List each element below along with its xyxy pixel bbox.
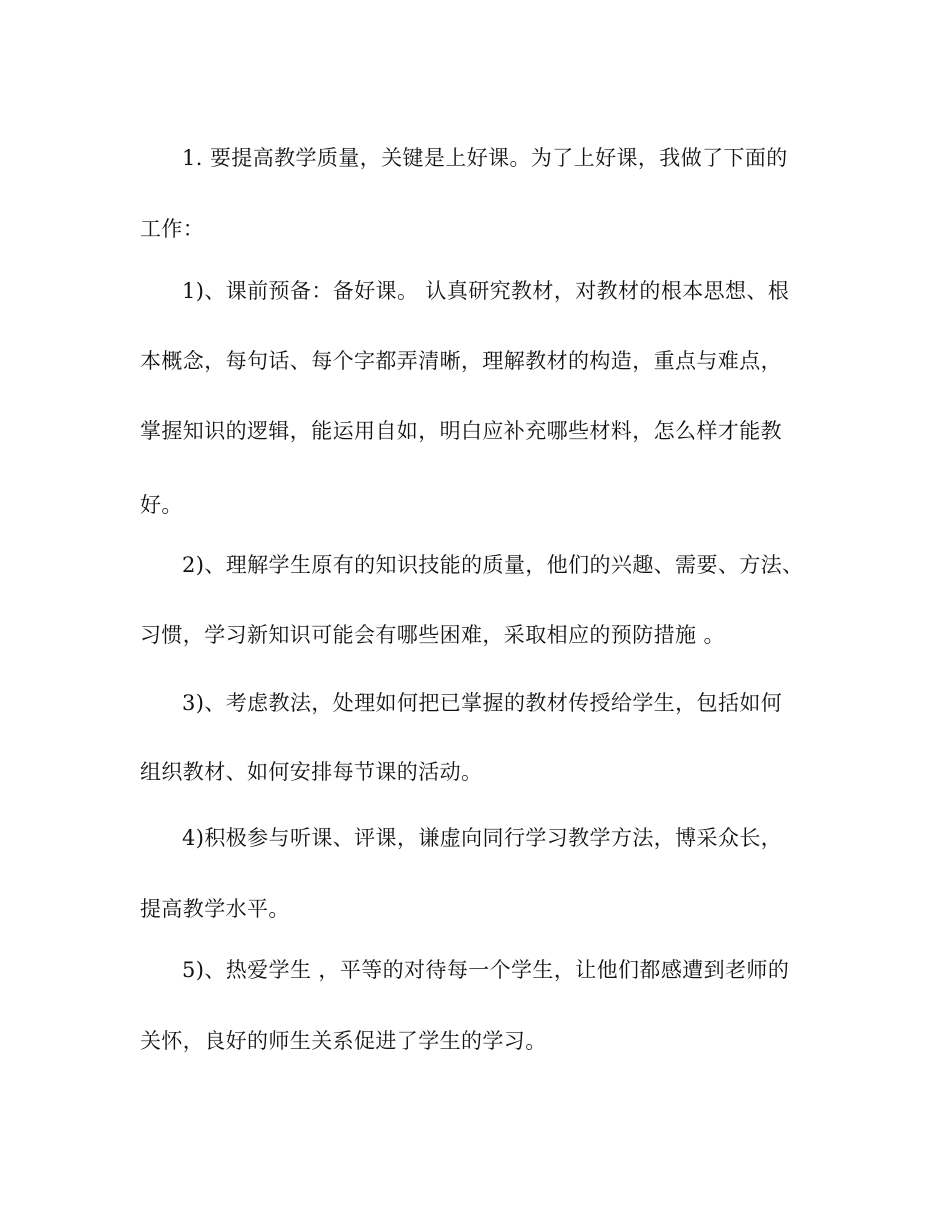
paragraph-4-line-2: 组织教材、如何安排每节课的活动。 — [140, 760, 483, 784]
paragraph-5-line-1: 4)积极参与听课、评课，谦虚向同行学习教学方法，博采众长， — [182, 826, 783, 850]
paragraph-1-line-2: 工作： — [140, 217, 205, 241]
paragraph-2-line-1: 1)、课前预备：备好课。 认真研究教材，对教材的根本思想、根 — [182, 279, 790, 303]
paragraph-3-line-2: 习惯，学习新知识可能会有哪些困难，采取相应的预防措施 。 — [140, 623, 725, 647]
paragraph-2-line-2: 本概念，每句话、每个字都弄清晰，理解教材的构造，重点与难点， — [140, 349, 782, 373]
paragraph-5-line-2: 提高教学水平。 — [140, 897, 290, 921]
paragraph-2-line-3: 掌握知识的逻辑，能运用自如，明白应补充哪些材料，怎么样才能教 — [140, 419, 782, 443]
paragraph-6-line-2: 关怀，良好的师生关系促进了学生的学习。 — [140, 1029, 547, 1053]
paragraph-2-line-4: 好。 — [140, 493, 183, 517]
paragraph-3-line-1: 2)、理解学生原有的知识技能的质量，他们的兴趣、需要、方法、 — [182, 553, 804, 577]
paragraph-6-line-1: 5)、热爱学生 ，平等的对待每一个学生，让他们都感遭到老师的 — [182, 958, 790, 982]
paragraph-1-line-1: 1. 要提高教学质量，关键是上好课。为了上好课，我做了下面的 — [182, 146, 788, 170]
paragraph-4-line-1: 3)、考虑教法，处理如何把已掌握的教材传授给学生，包括如何 — [182, 691, 783, 715]
